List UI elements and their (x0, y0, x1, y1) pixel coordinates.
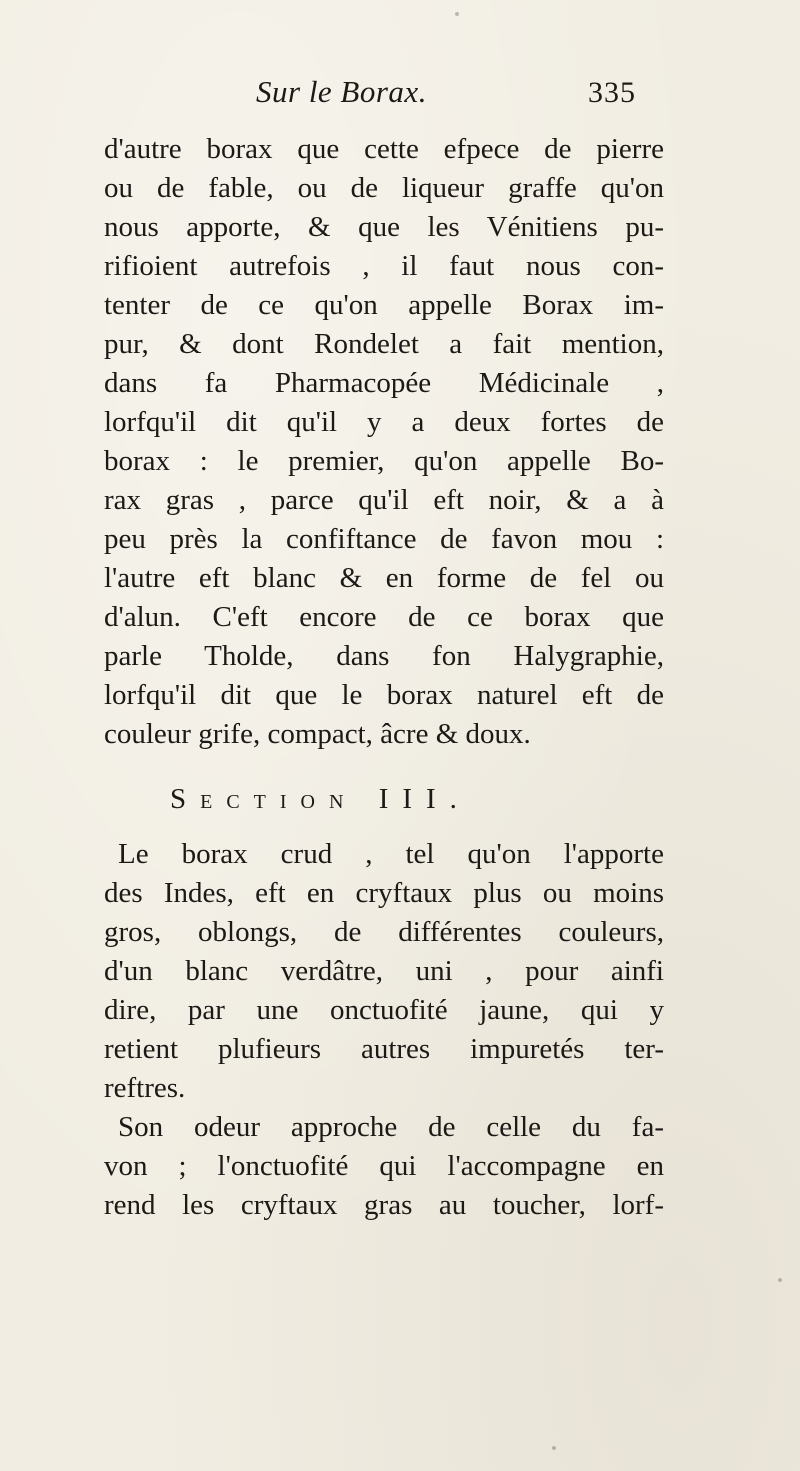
section-heading: Section III. (170, 783, 471, 815)
text-line: l'autre eft blanc & en forme de fel ou (104, 562, 664, 594)
text-line: dans fa Pharmacopée Médicinale , (104, 367, 664, 399)
text-line: rax gras , parce qu'il eft noir, & a à (104, 484, 664, 516)
text-line: couleur grife, compact, âcre & doux. (104, 718, 531, 750)
text-line: nous apporte, & que les Vénitiens pu- (104, 211, 664, 243)
text-line: d'autre borax que cette efpece de pierre (104, 133, 664, 165)
text-line: retient plufieurs autres impuretés ter- (104, 1033, 664, 1065)
text-line: des Indes, eft en cryftaux plus ou moins (104, 877, 664, 909)
text-line: rend les cryftaux gras au toucher, lorf- (104, 1189, 664, 1221)
text-line: von ; l'onctuofité qui l'accompagne en (104, 1150, 664, 1182)
text-line: rifioient autrefois , il faut nous con- (104, 250, 664, 282)
paper-speck (778, 1278, 782, 1282)
paper-speck (552, 1446, 556, 1450)
text-line: tenter de ce qu'on appelle Borax im- (104, 289, 664, 321)
text-line: lorfqu'il dit que le borax naturel eft de (104, 679, 664, 711)
text-line: dire, par une onctuofité jaune, qui y (104, 994, 664, 1026)
text-line: lorfqu'il dit qu'il y a deux fortes de (104, 406, 664, 438)
text-line: d'un blanc verdâtre, uni , pour ainfi (104, 955, 664, 987)
text-line: pur, & dont Rondelet a fait mention, (104, 328, 664, 360)
text-line: gros, oblongs, de différentes couleurs, (104, 916, 664, 948)
paper-speck (455, 12, 459, 16)
running-title: Sur le Borax. (256, 74, 427, 109)
text-line: Le borax crud , tel qu'on l'apporte (118, 838, 664, 870)
text-line: d'alun. C'eft encore de ce borax que (104, 601, 664, 633)
text-line: ou de fable, ou de liqueur graffe qu'on (104, 172, 664, 204)
page-number: 335 (588, 76, 636, 109)
text-line: Son odeur approche de celle du fa- (118, 1111, 664, 1143)
page-header (0, 74, 800, 118)
text-line: borax : le premier, qu'on appelle Bo- (104, 445, 664, 477)
text-line: parle Tholde, dans fon Halygraphie, (104, 640, 664, 672)
text-line: peu près la confiftance de favon mou : (104, 523, 664, 555)
text-line: reftres. (104, 1072, 186, 1104)
